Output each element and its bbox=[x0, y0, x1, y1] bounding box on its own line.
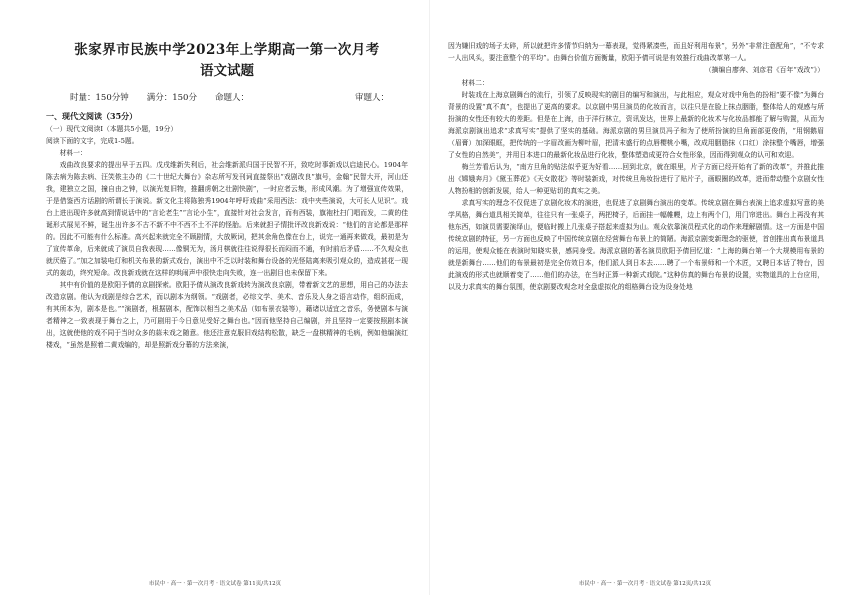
material-label: 材料一： bbox=[59, 149, 87, 157]
exam-subtitle: 语文试题 bbox=[200, 63, 254, 79]
paragraph: 戏曲改良要求的提出早于五四。戊戌维新失利后，社会维新派归国于民智不开，致吃时事新戏以启迪民心。1904年陈去病为陈去病、汪笑侬主办的《二十世纪大舞台》杂志所写发刊词直接祭出“戏剧改良”旗号，金翰“民智大开，河山还我，建独立之国，撞自由之钟，以演光复旧物，推翻虏朝之壮剧快剧”，一时应者云集，形成风潮。为了增强宣传效果，于是借鉴西方话剧的所谓长于演说。新文化主将陈独秀1904年呼吁戏曲“采用西法：戏中夹些演说，大可长人见识”。戏台上进出现许多就高到情说话中的“言论老生”“言论小生”，直接针对社会发言，而有西装，旗袍杜扫门唱而发，二黄的佳诞形式展见不鲜，诞生出许多不古不新不中不西不土不洋的怪胎。后来就担子情批评改良新戏说：“他们的言论都是那样的。因此不可能有什么标准。高兴起来就完全不顾剧情，大放厥词，把其余角色像在台上，说完一通再来做戏，最初是为了宣传革命，后来就成了演员自我表现……像铜无为，汤月棋就往往说得很长而闷而不通，有时前后矛盾……不久观众也就厌倦了。”加之加装电灯和机关布景的新式戏台，演出中不乏以时装和舞台设备的光怪陆离来吸引观众的，造成甚花一现式的轰动，终究短命。改良新戏就在这样的哄闹声中很快走向失败，连一出剧目也未保留下来。 bbox=[46, 161, 408, 277]
paragraph: 因为嫌旧戏的场子太碎，所以就把许多情节归纳为一幕表现，觉得紧凑些，而且好利用布景”，另外“非常注意配角”，“不专求一人出风头，要注意整个的平均”。由舞台价值方面衡量，欧阳予倩可说是有效推行戏曲改革第一人。 bbox=[448, 42, 824, 62]
full-score: 满分：150分 bbox=[146, 93, 197, 103]
page-footer: 市民中 · 高一 · 第一次月考 · 语文试卷 第11页/共12页 bbox=[148, 581, 282, 587]
paragraph: 求真写实的理念不仅促进了京剧化妆术的演进，也促进了京剧舞台演出的变革。传统京剧在舞台表演上追求虚拟写意的美学风格，舞台道具相关简单，往往只有一张桌子，两把椅子，后面挂一幅帷幔，边上有两个门，用门帘进出。舞台上再没有其他东西，如演员需要演绎山，便临时搬上几张桌子搭起来虚拟为山。观众依靠演员程式化的动作来理解剧情。这一方面是中国传统京剧的特征，另一方面也反映了中国传统京剧在经营舞台布景上的简陋。海派京剧变新理念的驱使，首创推出真布景道具的运用，使观众能在表演时知晓实景，感同身受。海派京剧的著名演员欧阳予倩回忆道：“上海的舞台第一个大规模用布景的就是新舞台……他们的布景最初是完全仿效日本，他们派人到日本去……聘了一个布景师和一个木匠，又聘日本话了特台，因此演戏的形式也就顺着变了……他们的办法，在当时正算一种新式戏院。”这种仿真的舞台布景的设置，实物道具的上台应用，以及力求真实的舞台氛围，使京剧要改观念对全盘虚拟化的组格舞台设为设身处地 bbox=[448, 199, 824, 291]
paragraph: 其中有价值的是欧阳予倩的京剧探索。欧阳予倩从演改良新戏转为演改良京剧，带着新文艺的思想，用自己的办法去改造京剧。他认为戏剧是综合艺术，而以剧本为纲领。“戏剧者，必综文学、美术、音乐及人身之语言动作，组织而成，有其所本为，剧本是也。”“演剧者，根据剧本，配饰以相当之美术品（如布景衣装等），藉诸以适宜之音乐，务使剧本与演者精神之一致表现于舞台之上，乃可剧用于今日意见受好之舞台也。”因而他坚持自己编剧，并且坚持一定要按照剧本演出，这就使他的戏不同于当时众多的蒜未戏之随意。他还注意克服旧戏结构松散，缺乏一盘棋精神的毛病，例如他编演红楼戏，“虽然是照着二黄戏编的，却是照新戏分幕的方法来演， bbox=[46, 281, 408, 349]
section-heading: 一、现代文阅读（35分） bbox=[46, 111, 138, 121]
right-page bbox=[430, 0, 860, 595]
time-limit: 时量：150分钟 bbox=[70, 93, 129, 103]
subsection-heading: （一）现代文阅读Ⅰ（本题共5小题，19分） bbox=[46, 125, 178, 133]
paragraph: 时装戏在上海京剧舞台的流行，引领了反映现实的剧目的编写和演出，与此相应，观众对戏中角色的扮相“要不像”为舞台背景的设置“真不真”，也提出了更高的要求。以京剧中男旦演员的化妆而言，以往只是在脸上抹点胭脂，整体给人的观感与所扮演的女性还有较大的差距。但是在上海，由于洋行林立，资讯发达，世界上最新的化妆术与化妆品都能了解与购置，从而为海派京剧演出追求“求真写实”提供了坚实的基础。海派京剧的男旦演员冯子和为了使所扮演的旦角面部更俊俏，“用钢鹅眉（眉膏）加深眼眶，把传统的一字眉改画为柳叶眉，把清末盛行的点唇樱桃小嘴，改成用胭脂抹（口红）涂抹整个嘴唇，增强了女性的自然美”，并用日本进口的最新化妆品进行化妆，整体塑造成更符合女性形象，因而得到观众的认可和欢迎。 bbox=[448, 91, 824, 159]
exam-meta bbox=[70, 92, 408, 104]
exam-title: 张家界市民族中学2023年上学期高一第一次月考 bbox=[74, 42, 380, 58]
page-footer: 市民中 · 高一 · 第一次月考 · 语文试卷 第12页/共12页 bbox=[578, 581, 712, 587]
reviewer: 审题人： bbox=[354, 93, 389, 103]
paragraph: 梅兰芳看后认为，“南方旦角的贴法似乎更为好看……回到北京，就在眼里，片子方面已经开始有了新的改革”，并推此推出《嫦娥奔月》《黛玉葬花》《天女散花》等时装新戏，对传统旦角妆扮进行了贴片子，画眼圈的改革，进而带动整个京剧女性人物扮相的创新发展，给人一种更贴切的真实之美。 bbox=[448, 163, 824, 195]
setter: 命题人： bbox=[214, 93, 249, 103]
citation: （摘编自廖奔、刘彦君《百年“戏改”》） bbox=[704, 66, 824, 74]
instruction: 阅读下面的文字，完成1-5题。 bbox=[46, 137, 139, 145]
material-label: 材料二： bbox=[461, 79, 489, 87]
